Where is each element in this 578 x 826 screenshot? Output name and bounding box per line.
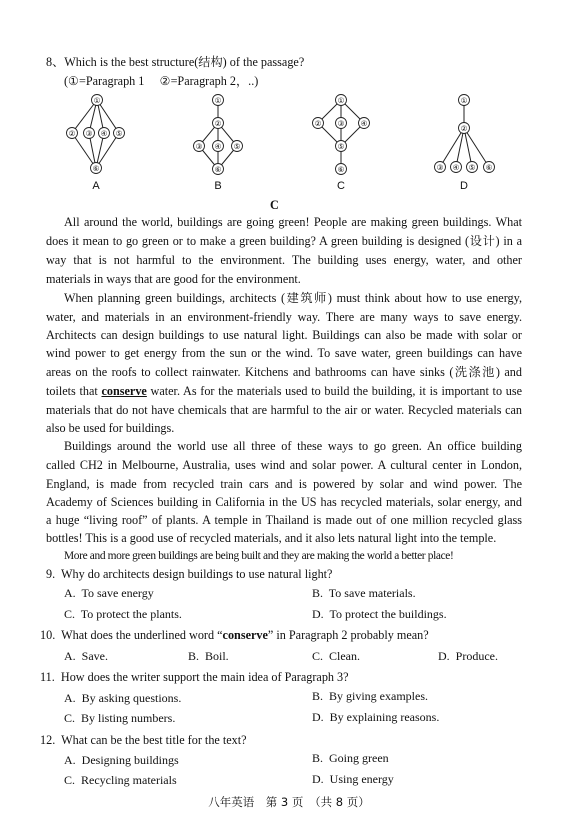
q9-option-d[interactable]: D. To protect the buildings. — [312, 607, 447, 621]
q12-stem: 12. What can be the best title for the text? — [40, 733, 247, 747]
passage-heading: C — [270, 198, 279, 212]
node-label: ④ — [360, 119, 368, 128]
node-label: ③ — [195, 142, 203, 151]
structure-diagrams — [0, 88, 578, 218]
node-label: ⑥ — [337, 165, 345, 174]
underlined-word: conserve — [101, 384, 147, 398]
passage-line: bottles! This is a good use of recycled materials, and it also lets natural light into the temple. — [46, 531, 497, 545]
q11-option-c[interactable]: C. By listing numbers. — [64, 711, 176, 725]
passage-line: does it mean to go green or to make a green building? A green building is designed (设计) in a — [46, 234, 522, 248]
passage-line: More and more green buildings are being built and they are making the world a better place! — [64, 550, 454, 562]
node-label: ④ — [452, 163, 460, 172]
q11-option-d[interactable]: D. By explaining reasons. — [312, 710, 440, 724]
node-label: ② — [460, 124, 468, 133]
q9-stem: 9. Why do architects design buildings to use natural light? — [46, 567, 333, 581]
passage-line: a huge “living roof” of plants. A temple in Thailand is made out of one million recycled glass — [46, 513, 522, 527]
q10-option-c[interactable]: C. Clean. — [312, 649, 360, 663]
passage-line: materials that do not have chemicals that are harmful to the air or water. Recycled materials can — [46, 403, 522, 417]
passage-line: When planning green buildings, architects (建筑师) must think about how to use energy, — [64, 291, 522, 305]
node-label: ① — [337, 96, 345, 105]
node-label: ⑥ — [92, 164, 100, 173]
node-label: ③ — [337, 119, 345, 128]
node-label: ④ — [100, 129, 108, 138]
diagram-label-c: C — [337, 180, 345, 192]
node-label: ① — [214, 96, 222, 105]
q11-option-b[interactable]: B. By giving examples. — [312, 689, 428, 703]
passage-line: England, is made from recycled train cars and is powered by solar and wind power. The — [46, 477, 522, 491]
q10-option-b[interactable]: B. Boil. — [188, 649, 229, 663]
passage-line: water, and materials in an environment-friendly way. There are many ways to save energy. — [46, 310, 522, 324]
node-label: ② — [68, 129, 76, 138]
node-label: ③ — [436, 163, 444, 172]
q12-option-c[interactable]: C. Recycling materials — [64, 773, 177, 787]
passage-line: way that is not harmful to the environment. The building uses energy, water, and other — [46, 253, 522, 267]
q9-option-b[interactable]: B. To save materials. — [312, 586, 416, 600]
passage-line: Academy of Sciences building in California in the US has recycled materials, solar energy, and — [46, 495, 522, 509]
q10-option-d[interactable]: D. Produce. — [438, 649, 498, 663]
q8-stem: 8、Which is the best structure(结构) of the passage? — [46, 55, 305, 69]
q8-hint: (①=Paragraph 1 ②=Paragraph 2，..) — [64, 74, 259, 88]
node-label: ① — [93, 96, 101, 105]
node-label: ⑤ — [233, 142, 241, 151]
node-label: ⑥ — [485, 163, 493, 172]
q12-option-a[interactable]: A. Designing buildings — [64, 753, 179, 767]
q9-option-a[interactable]: A. To save energy — [64, 586, 154, 600]
passage-line: Buildings around the world use all three of these ways to go green. An office building — [64, 439, 522, 453]
node-label: ③ — [85, 129, 93, 138]
node-label: ② — [214, 119, 222, 128]
passage-line: toilets that conserve water. As for the materials used to build the building, it is important to use — [46, 384, 522, 398]
q12-option-d[interactable]: D. Using energy — [312, 772, 394, 786]
passage-line: materials in ways that are good for the environment. — [46, 272, 301, 286]
q10-option-a[interactable]: A. Save. — [64, 649, 108, 663]
node-label: ⑤ — [115, 129, 123, 138]
q9-option-c[interactable]: C. To protect the plants. — [64, 607, 182, 621]
q12-option-b[interactable]: B. Going green — [312, 751, 389, 765]
passage-line: areas on the roofs to collect rainwater. Kitchens and bathrooms can have sinks (洗涤池) and — [46, 365, 522, 379]
node-label: ⑥ — [214, 165, 222, 174]
passage-line: also be used for buildings. — [46, 421, 175, 435]
q11-option-a[interactable]: A. By asking questions. — [64, 691, 182, 705]
passage-line: Architects can design buildings to use natural light. Buildings can also be made with solar or — [46, 328, 522, 342]
node-label: ⑤ — [468, 163, 476, 172]
node-label: ④ — [214, 142, 222, 151]
passage-line: wind power to get energy from the sun or the wind. To save water, green buildings can have — [46, 346, 522, 360]
page-footer: 八年英语 第 3 页 （共 8 页） — [208, 795, 370, 809]
node-label: ⑤ — [337, 142, 345, 151]
passage-line: called CH2 in Melbourne, Australia, uses wind and solar power. A cultural center in London, — [46, 458, 522, 472]
diagram-label-b: B — [214, 180, 222, 192]
node-label: ② — [314, 119, 322, 128]
node-label: ① — [460, 96, 468, 105]
passage-line: All around the world, buildings are going green! People are making green buildings. What — [64, 215, 522, 229]
q10-stem: 10. What does the underlined word “conserve” in Paragraph 2 probably mean? — [40, 628, 429, 642]
diagram-label-a: A — [92, 180, 100, 192]
q10-keyword: conserve — [222, 628, 268, 642]
diagram-label-d: D — [460, 180, 468, 192]
q11-stem: 11. How does the writer support the main idea of Paragraph 3? — [40, 670, 349, 684]
